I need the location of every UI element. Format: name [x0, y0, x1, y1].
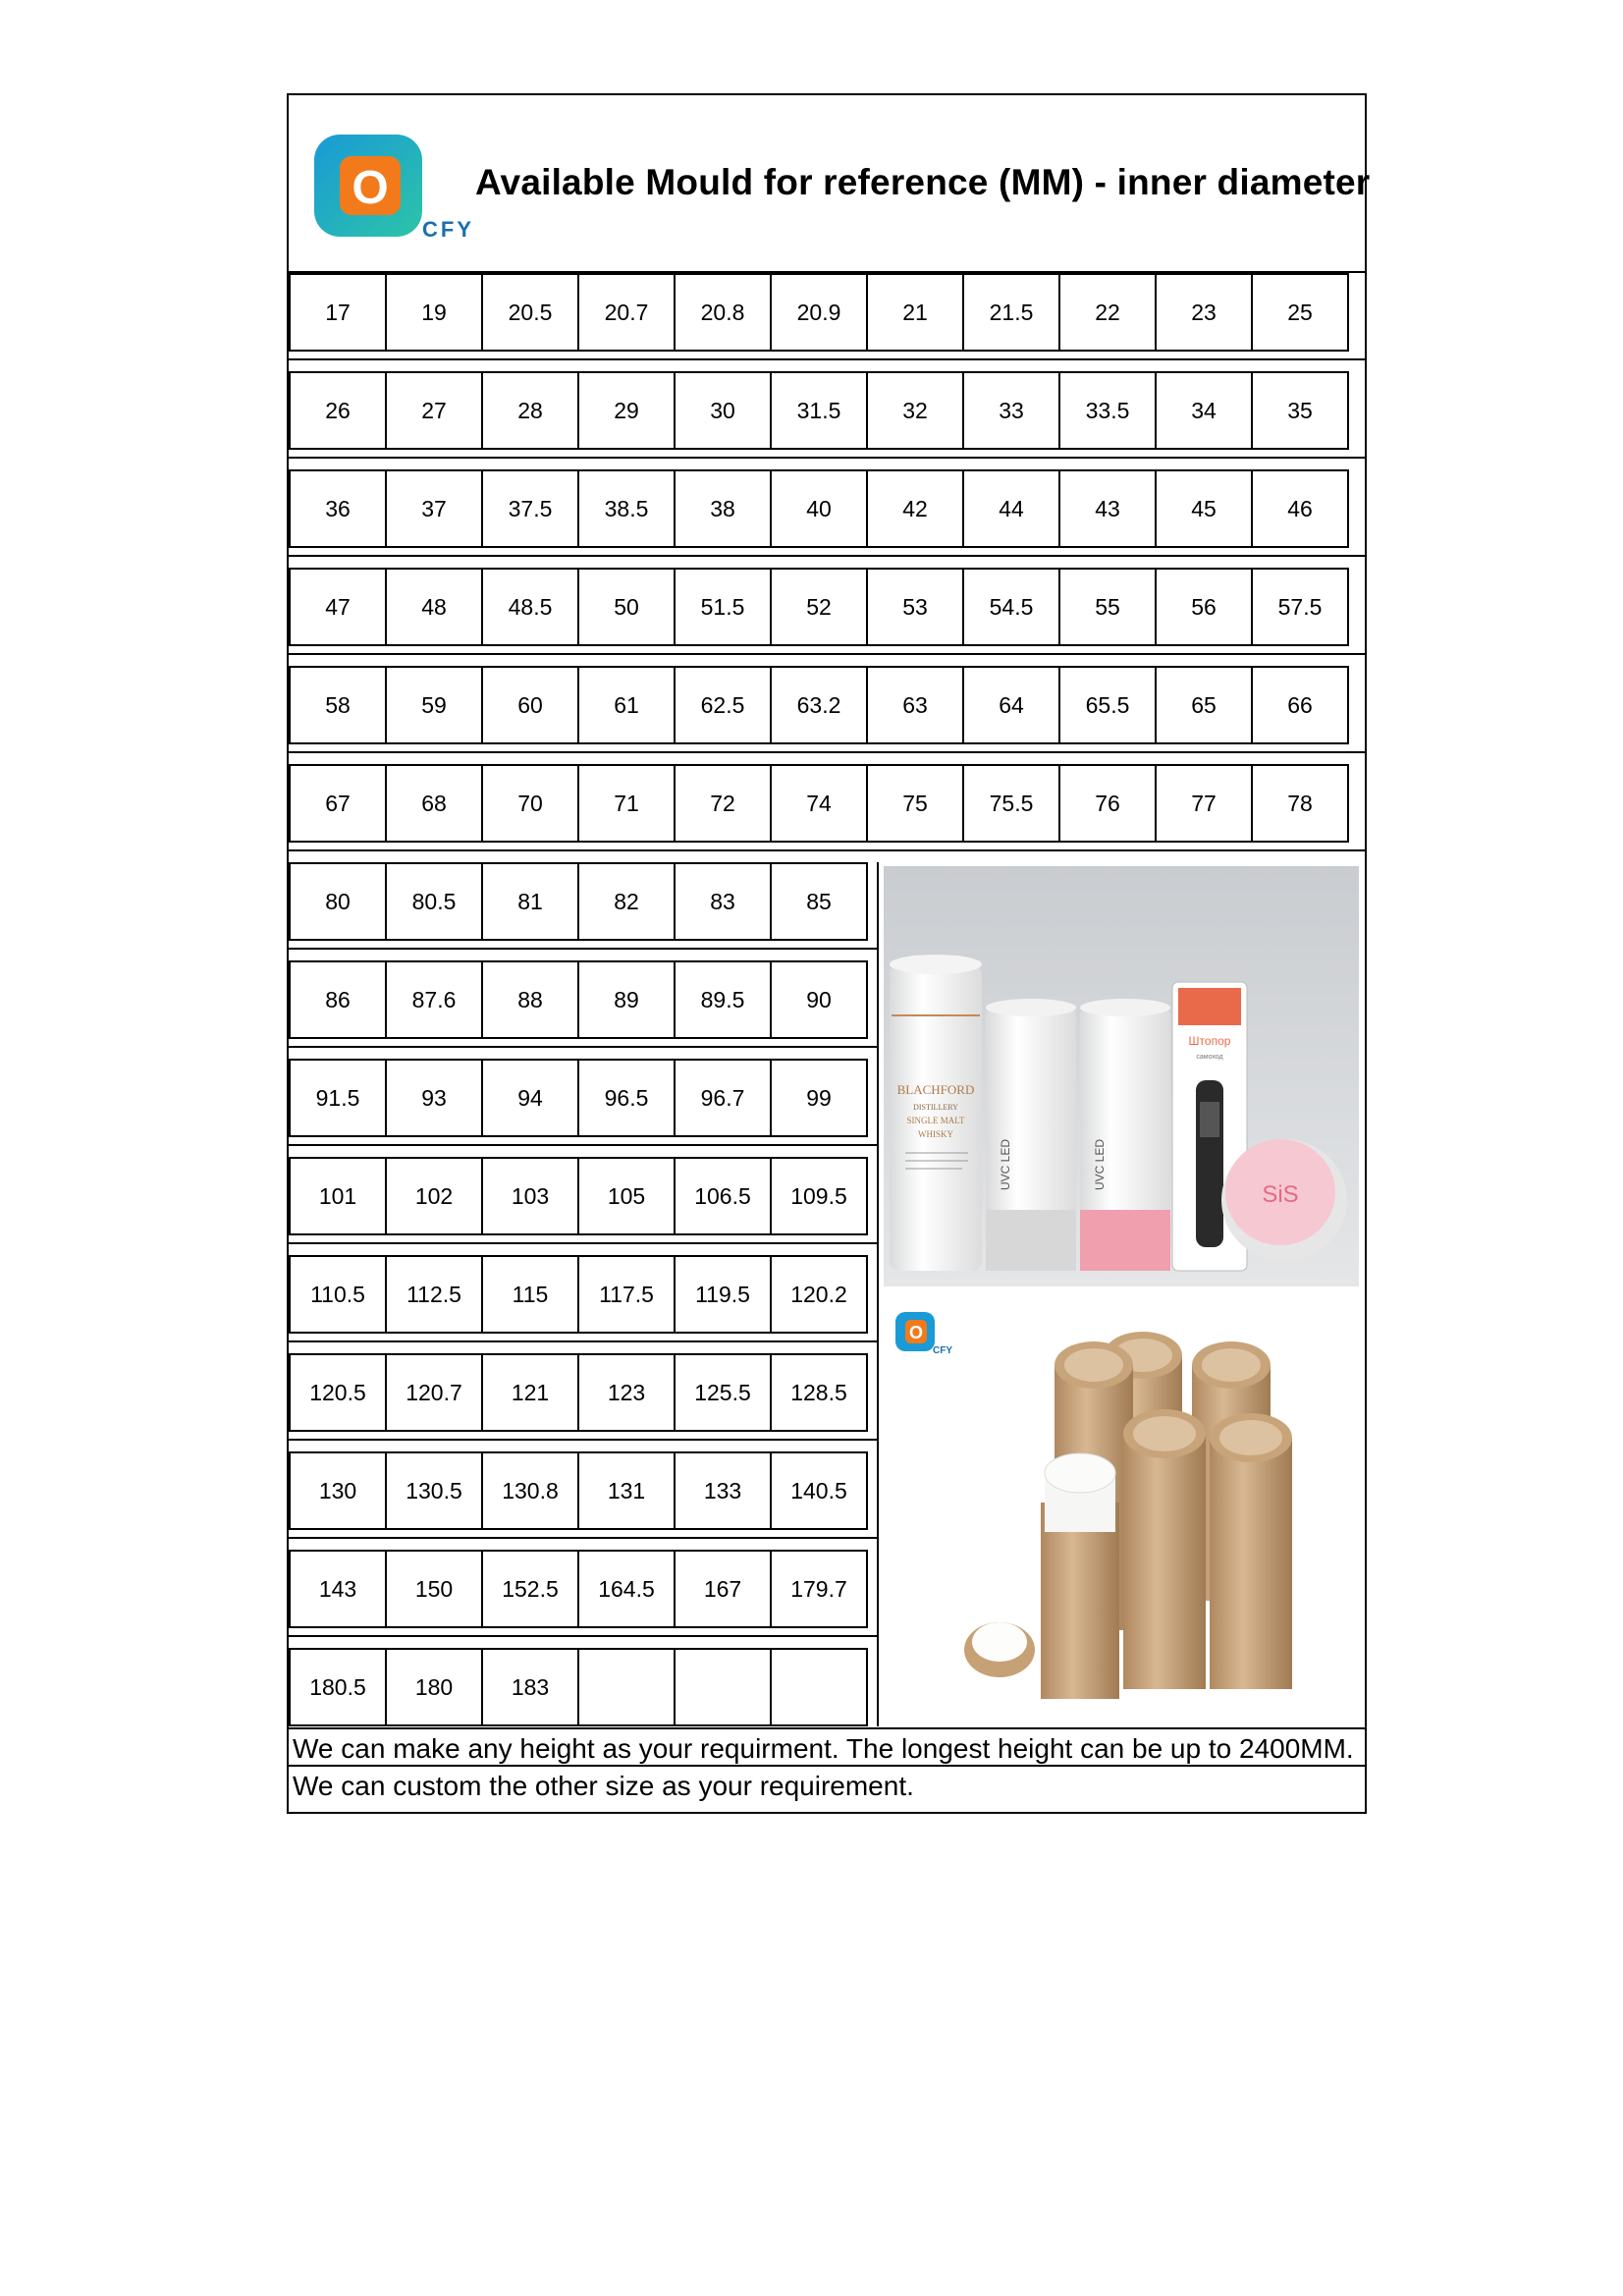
table-cell: 23 — [1155, 273, 1253, 352]
table-cell: 52 — [770, 568, 868, 646]
table-cell: 32 — [866, 371, 964, 450]
table-cell: 19 — [385, 273, 483, 352]
mould-sheet — [287, 93, 1371, 1814]
table-cell: 34 — [1155, 371, 1253, 450]
table-cell: 140.5 — [770, 1451, 868, 1530]
table-row — [289, 1451, 868, 1530]
table-cell: 130.8 — [481, 1451, 579, 1530]
svg-text:O: O — [908, 1323, 924, 1342]
footer-height-note: We can make any height as your requirment. The longest height can be up to 2400MM. — [289, 1727, 1365, 1767]
table-row — [289, 1550, 868, 1628]
table-cell: 36 — [289, 469, 387, 548]
svg-text:CFY: CFY — [422, 217, 474, 242]
table-cell: 75.5 — [962, 764, 1060, 843]
table-cell: 46 — [1251, 469, 1349, 548]
table-cell: 54.5 — [962, 568, 1060, 646]
row-separator — [289, 948, 878, 950]
row-separator — [289, 849, 1365, 851]
table-cell: 42 — [866, 469, 964, 548]
row-separator — [289, 358, 1365, 360]
table-cell: 44 — [962, 469, 1060, 548]
table-cell: 58 — [289, 666, 387, 744]
table-cell: 74 — [770, 764, 868, 843]
table-cell: 123 — [577, 1353, 676, 1432]
row-separator — [289, 1340, 878, 1342]
table-row — [289, 469, 1349, 548]
table-cell: 77 — [1155, 764, 1253, 843]
table-cell: 91.5 — [289, 1059, 387, 1137]
table-cell: 87.6 — [385, 960, 483, 1039]
svg-text:UVC LED: UVC LED — [999, 1138, 1012, 1190]
svg-text:SINGLE MALT: SINGLE MALT — [906, 1116, 965, 1125]
table-cell: 110.5 — [289, 1255, 387, 1334]
table-cell: 120.5 — [289, 1353, 387, 1432]
table-cell: 121 — [481, 1353, 579, 1432]
table-cell: 50 — [577, 568, 676, 646]
table-cell: 99 — [770, 1059, 868, 1137]
table-cell: 128.5 — [770, 1353, 868, 1432]
table-cell: 183 — [481, 1648, 579, 1726]
table-cell: 65.5 — [1058, 666, 1157, 744]
table-cell: 57.5 — [1251, 568, 1349, 646]
table-cell: 28 — [481, 371, 579, 450]
table-row — [289, 1059, 868, 1137]
table-row — [289, 1648, 868, 1726]
row-separator — [289, 555, 1365, 557]
table-cell: 80.5 — [385, 862, 483, 941]
table-cell: 51.5 — [674, 568, 772, 646]
table-cell: 37 — [385, 469, 483, 548]
svg-text:DISTILLERY: DISTILLERY — [913, 1103, 958, 1112]
table-cell: 48 — [385, 568, 483, 646]
table-cell: 89.5 — [674, 960, 772, 1039]
table-cell: 109.5 — [770, 1157, 868, 1235]
table-row — [289, 273, 1349, 352]
table-cell: 119.5 — [674, 1255, 772, 1334]
table-cell: 120.7 — [385, 1353, 483, 1432]
table-cell: 90 — [770, 960, 868, 1039]
table-cell: 93 — [385, 1059, 483, 1137]
table-cell: 117.5 — [577, 1255, 676, 1334]
table-cell: 131 — [577, 1451, 676, 1530]
table-cell: 65 — [1155, 666, 1253, 744]
table-cell: 82 — [577, 862, 676, 941]
table-cell: 47 — [289, 568, 387, 646]
svg-text:самоход: самоход — [1196, 1054, 1223, 1061]
table-cell: 38 — [674, 469, 772, 548]
table-cell: 20.5 — [481, 273, 579, 352]
table-cell: 67 — [289, 764, 387, 843]
table-cell: 101 — [289, 1157, 387, 1235]
table-cell: 130 — [289, 1451, 387, 1530]
row-separator — [289, 1635, 878, 1637]
row-separator — [289, 1046, 878, 1048]
table-cell: 81 — [481, 862, 579, 941]
table-cell: 66 — [1251, 666, 1349, 744]
table-cell: 115 — [481, 1255, 579, 1334]
row-separator — [289, 457, 1365, 459]
table-cell: 43 — [1058, 469, 1157, 548]
table-cell: 180.5 — [289, 1648, 387, 1726]
table-cell: 112.5 — [385, 1255, 483, 1334]
table-cell: 33.5 — [1058, 371, 1157, 450]
table-cell: 180 — [385, 1648, 483, 1726]
table-cell: 64 — [962, 666, 1060, 744]
row-separator — [289, 1242, 878, 1244]
table-cell: 45 — [1155, 469, 1253, 548]
kraft-tubes-photo — [956, 1326, 1349, 1719]
table-cell: 26 — [289, 371, 387, 450]
table-cell: 85 — [770, 862, 868, 941]
table-cell: 62.5 — [674, 666, 772, 744]
table-cell: 106.5 — [674, 1157, 772, 1235]
table-cell: 94 — [481, 1059, 579, 1137]
table-cell: 105 — [577, 1157, 676, 1235]
table-cell: 20.8 — [674, 273, 772, 352]
table-cell: 164.5 — [577, 1550, 676, 1628]
table-cell — [674, 1648, 772, 1726]
row-separator — [289, 751, 1365, 753]
svg-text:CFY: CFY — [933, 1345, 952, 1356]
table-cell: 17 — [289, 273, 387, 352]
row-separator — [289, 1144, 878, 1146]
product-photos — [878, 866, 1365, 1725]
table-cell: 40 — [770, 469, 868, 548]
table-cell: 102 — [385, 1157, 483, 1235]
table-cell — [577, 1648, 676, 1726]
table-row — [289, 960, 868, 1039]
table-row — [289, 371, 1349, 450]
row-separator — [289, 1439, 878, 1441]
row-separator — [289, 1537, 878, 1539]
svg-text:O: O — [352, 162, 389, 214]
table-cell: 76 — [1058, 764, 1157, 843]
table-cell: 143 — [289, 1550, 387, 1628]
svg-text:BLACHFORD: BLACHFORD — [896, 1082, 975, 1097]
footer-custom-note: We can custom the other size as your requirement. — [293, 1771, 914, 1801]
table-cell: 86 — [289, 960, 387, 1039]
cfy-logo-small — [893, 1308, 956, 1363]
table-cell: 96.7 — [674, 1059, 772, 1137]
table-cell: 21 — [866, 273, 964, 352]
table-cell: 30 — [674, 371, 772, 450]
table-row — [289, 862, 868, 941]
table-cell: 150 — [385, 1550, 483, 1628]
table-cell: 37.5 — [481, 469, 579, 548]
table-cell: 167 — [674, 1550, 772, 1628]
table-cell: 55 — [1058, 568, 1157, 646]
table-cell: 22 — [1058, 273, 1157, 352]
svg-text:UVC LED: UVC LED — [1093, 1138, 1107, 1190]
svg-text:Штопор: Штопор — [1188, 1034, 1231, 1048]
table-cell: 35 — [1251, 371, 1349, 450]
table-cell: 80 — [289, 862, 387, 941]
table-cell: 133 — [674, 1451, 772, 1530]
table-cell: 31.5 — [770, 371, 868, 450]
table-cell: 103 — [481, 1157, 579, 1235]
table-cell: 60 — [481, 666, 579, 744]
table-row — [289, 666, 1349, 744]
table-cell: 27 — [385, 371, 483, 450]
table-row — [289, 764, 1349, 843]
table-cell: 53 — [866, 568, 964, 646]
table-cell: 120.2 — [770, 1255, 868, 1334]
cfy-logo — [312, 133, 474, 243]
table-cell: 130.5 — [385, 1451, 483, 1530]
table-cell: 68 — [385, 764, 483, 843]
sheet-header — [289, 95, 1371, 273]
white-tubes-photo — [884, 866, 1359, 1286]
table-row — [289, 1353, 868, 1432]
table-cell: 72 — [674, 764, 772, 843]
table-cell: 61 — [577, 666, 676, 744]
table-cell: 71 — [577, 764, 676, 843]
table-cell: 20.9 — [770, 273, 868, 352]
table-cell: 83 — [674, 862, 772, 941]
table-cell — [770, 1648, 868, 1726]
table-cell: 152.5 — [481, 1550, 579, 1628]
table-cell: 88 — [481, 960, 579, 1039]
table-cell: 33 — [962, 371, 1060, 450]
table-cell: 56 — [1155, 568, 1253, 646]
table-row — [289, 1255, 868, 1334]
table-cell: 78 — [1251, 764, 1349, 843]
table-cell: 96.5 — [577, 1059, 676, 1137]
table-cell: 89 — [577, 960, 676, 1039]
table-cell: 70 — [481, 764, 579, 843]
table-cell: 63 — [866, 666, 964, 744]
table-cell: 59 — [385, 666, 483, 744]
table-cell: 179.7 — [770, 1550, 868, 1628]
table-cell: 48.5 — [481, 568, 579, 646]
table-cell: 21.5 — [962, 273, 1060, 352]
table-cell: 75 — [866, 764, 964, 843]
table-cell: 63.2 — [770, 666, 868, 744]
table-cell: 20.7 — [577, 273, 676, 352]
table-cell: 29 — [577, 371, 676, 450]
row-separator — [289, 653, 1365, 655]
svg-text:WHISKY: WHISKY — [918, 1129, 953, 1139]
table-row — [289, 568, 1349, 646]
table-cell: 25 — [1251, 273, 1349, 352]
table-row — [289, 1157, 868, 1235]
table-cell: 38.5 — [577, 469, 676, 548]
svg-text:SiS: SiS — [1262, 1181, 1299, 1208]
table-cell: 125.5 — [674, 1353, 772, 1432]
page-title: Available Mould for reference (MM) - inner diameter — [475, 162, 1371, 202]
